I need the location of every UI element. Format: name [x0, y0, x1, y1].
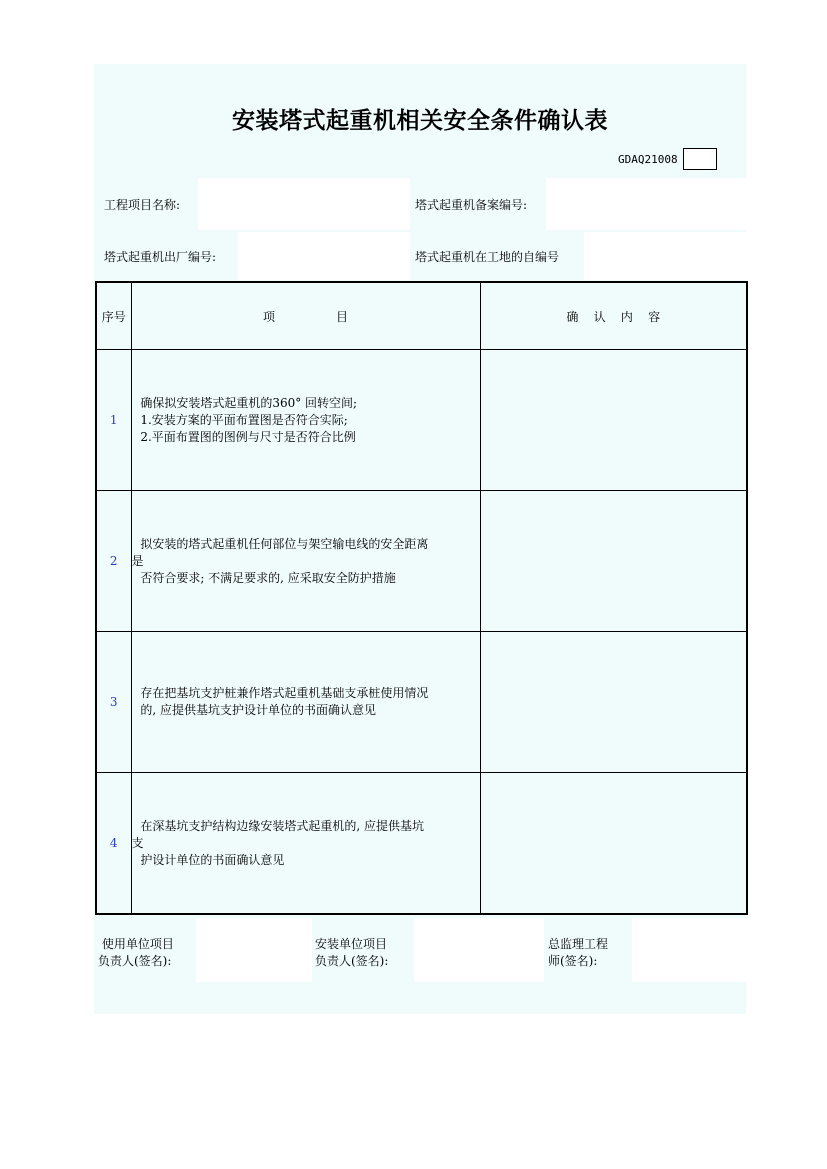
row-item-line: 在深基坑支护结构边缘安装塔式起重机的, 应提供基坑 — [136, 818, 424, 833]
row-item-line: 确保拟安装塔式起重机的360° 回转空间; — [136, 395, 358, 410]
signature-label-line: 安装单位项目 — [315, 937, 388, 951]
row-number: 2 — [96, 491, 131, 632]
row-number: 3 — [96, 632, 131, 773]
record-no-label: 塔式起重机备案编号: — [415, 198, 528, 212]
project-name-label: 工程项目名称: — [104, 198, 181, 212]
row-item-line: 1.安装方案的平面布置图是否符合实际; — [136, 412, 348, 427]
confirmation-table — [95, 281, 748, 915]
row-item-line: 存在把基坑支护桩兼作塔式起重机基础支承桩使用情况 — [136, 686, 429, 700]
user-unit-signature-label — [98, 936, 174, 970]
form-title: 安装塔式起重机相关安全条件确认表 — [232, 108, 608, 134]
row-item-line: 的, 应提供基坑支护设计单位的书面确认意见 — [136, 703, 376, 717]
table-header-row — [96, 282, 747, 350]
table-row — [96, 632, 747, 773]
install-unit-signature-label — [315, 936, 388, 970]
row-confirm-content[interactable] — [480, 350, 747, 491]
row-item — [131, 350, 480, 491]
form-code-input-box[interactable] — [683, 148, 717, 170]
supervisor-signature-label — [548, 936, 608, 970]
signature-label-line: 总监理工程 — [548, 937, 609, 951]
signature-label-line: 负责人(签名): — [98, 954, 172, 968]
record-no-value[interactable] — [546, 178, 746, 230]
factory-no-value[interactable] — [238, 232, 410, 280]
form-code: GDAQ21008 — [618, 153, 678, 166]
table-row — [96, 491, 747, 632]
header-item: 项 目 — [131, 282, 480, 350]
row-item-line: 支 — [131, 835, 144, 850]
user-unit-signature-area[interactable] — [196, 918, 312, 982]
row-item-line: 2.平面布置图的图例与尺寸是否符合比例 — [136, 429, 356, 444]
site-no-label: 塔式起重机在工地的自编号 — [415, 250, 560, 264]
row-confirm-content[interactable] — [480, 773, 747, 915]
row-confirm-content[interactable] — [480, 632, 747, 773]
row-number: 1 — [96, 350, 131, 491]
site-no-value[interactable] — [584, 232, 746, 280]
row-item — [131, 773, 480, 915]
signature-label-line: 师(签名): — [548, 954, 598, 968]
row-number: 4 — [96, 773, 131, 915]
row-item-line: 拟安装的塔式起重机任何部位与架空输电线的安全距离 — [136, 536, 429, 551]
row-confirm-content[interactable] — [480, 491, 747, 632]
header-no: 序号 — [96, 282, 131, 350]
row-item — [131, 491, 480, 632]
signature-label-line: 负责人(签名): — [315, 954, 389, 968]
row-item-line: 护设计单位的书面确认意见 — [136, 852, 285, 867]
table-row — [96, 773, 747, 915]
table-row — [96, 350, 747, 491]
factory-no-label: 塔式起重机出厂编号: — [104, 250, 217, 264]
project-name-value[interactable] — [198, 178, 410, 230]
row-item-line: 否符合要求; 不满足要求的, 应采取安全防护措施 — [136, 570, 396, 585]
row-item — [131, 632, 480, 773]
install-unit-signature-area[interactable] — [414, 918, 544, 982]
row-item-line: 是 — [131, 553, 144, 568]
header-content: 确 认 内 容 — [480, 282, 747, 350]
signature-label-line: 使用单位项目 — [98, 937, 174, 951]
supervisor-signature-area[interactable] — [632, 918, 746, 982]
